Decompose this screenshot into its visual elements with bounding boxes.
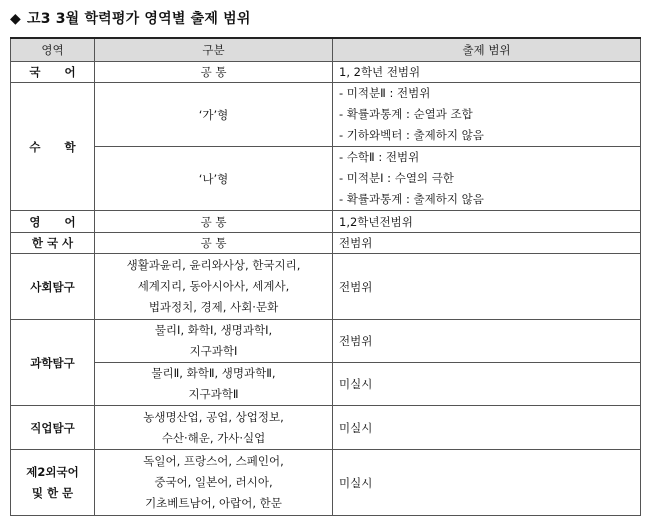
category-line: 수산·해운, 가사·실업	[161, 430, 266, 445]
header-row	[11, 38, 641, 62]
diamond-bullet-icon: ◆	[10, 11, 21, 27]
table-row-science-2	[11, 363, 641, 406]
category-line: 중국어, 일본어, 러시아,	[154, 475, 273, 489]
category-line: 기초베트남어, 아랍어, 한문	[145, 496, 282, 510]
table-row-science-1	[11, 320, 641, 363]
table-row-social	[11, 254, 641, 320]
category-math-na: ‘나’형	[95, 147, 333, 211]
category-line: 지구과학Ⅱ	[188, 387, 239, 401]
area-korean: 국 어	[11, 62, 95, 83]
range-math-na	[333, 147, 641, 211]
range-science-2: 미실시	[333, 363, 641, 406]
category-english: 공 통	[95, 211, 333, 233]
range-line: - 미적분Ⅰ : 수열의 극한	[339, 171, 454, 185]
range-social: 전범위	[333, 254, 641, 320]
area-math: 수 학	[11, 83, 95, 211]
area-foreign	[11, 450, 95, 516]
area-line: 제2외국어	[26, 464, 79, 479]
category-math-ga: ‘가’형	[95, 83, 333, 147]
table-row-history	[11, 233, 641, 254]
range-math-ga	[333, 83, 641, 147]
range-line: - 미적분Ⅱ : 전범위	[339, 86, 431, 100]
category-vocational	[95, 406, 333, 450]
range-korean: 1, 2학년 전범위	[333, 62, 641, 83]
range-line: - 수학Ⅱ : 전범위	[339, 150, 420, 164]
range-english: 1,2학년전범위	[333, 211, 641, 233]
table-row-english	[11, 211, 641, 233]
area-line: 및 한 문	[31, 485, 74, 500]
area-social: 사회탐구	[11, 254, 95, 320]
table-row-korean	[11, 62, 641, 83]
category-line: 물리Ⅱ, 화학Ⅱ, 생명과학Ⅱ,	[151, 366, 276, 380]
category-social	[95, 254, 333, 320]
category-line: 물리Ⅰ, 화학Ⅰ, 생명과학Ⅰ,	[154, 323, 273, 337]
category-foreign	[95, 450, 333, 516]
header-range: 출제 범위	[333, 38, 641, 62]
category-line: 세계지리, 동아시아사, 세계사,	[137, 279, 290, 293]
range-line: - 기하와벡터 : 출제하지 않음	[339, 128, 484, 142]
category-line: 법과정치, 경제, 사회·문화	[148, 300, 279, 314]
category-science-1	[95, 320, 333, 363]
title-text: 고3 3월 학력평가 영역별 출제 범위	[26, 11, 251, 27]
table-row-vocational	[11, 406, 641, 450]
header-category: 구분	[95, 38, 333, 62]
category-line: 독일어, 프랑스어, 스페인어,	[143, 454, 284, 468]
category-line: 지구과학Ⅰ	[189, 344, 238, 358]
table-row-math-na	[11, 147, 641, 211]
area-english: 영 어	[11, 211, 95, 233]
area-science: 과학탐구	[11, 320, 95, 406]
category-line: 농생명산업, 공업, 상업정보,	[143, 409, 284, 424]
range-vocational: 미실시	[333, 406, 641, 450]
area-vocational: 직업탐구	[11, 406, 95, 450]
area-history: 한 국 사	[11, 233, 95, 254]
table-row-math-ga	[11, 83, 641, 147]
range-foreign: 미실시	[333, 450, 641, 516]
category-line: 생활과윤리, 윤리와사상, 한국지리,	[126, 258, 301, 272]
category-history: 공 통	[95, 233, 333, 254]
range-line: - 확률과통계 : 순열과 조합	[339, 107, 473, 121]
category-science-2	[95, 363, 333, 406]
category-korean: 공 통	[95, 62, 333, 83]
table-row-foreign	[11, 450, 641, 516]
range-science-1: 전범위	[333, 320, 641, 363]
page-title	[10, 8, 251, 28]
exam-range-table	[10, 37, 641, 516]
range-history: 전범위	[333, 233, 641, 254]
header-area: 영역	[11, 38, 95, 62]
range-line: - 확률과통계 : 출제하지 않음	[339, 192, 484, 206]
